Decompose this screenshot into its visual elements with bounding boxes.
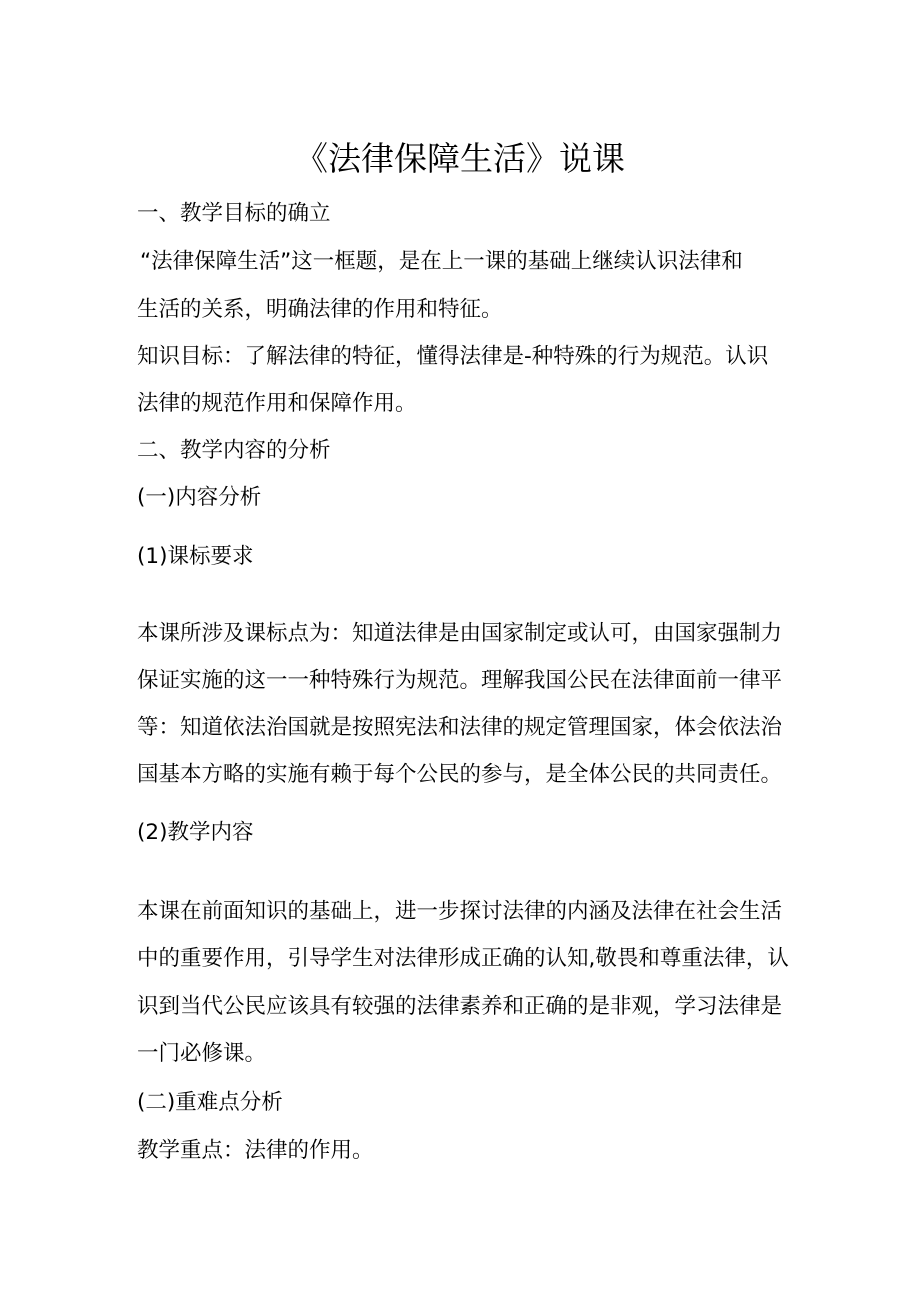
paragraph-line: 一门必修课。 xyxy=(137,1041,267,1066)
paragraph-line: 本课所涉及课标点为：知道法律是由国家制定或认可，由国家强制力 xyxy=(137,621,783,646)
paragraph-line: 中的重要作用，引导学生对法律形成正确的认知,敬畏和尊重法律，认 xyxy=(137,946,789,971)
paragraph-line: 保证实施的这一一种特殊行为规范。理解我国公民在法律面前一律平 xyxy=(137,668,783,693)
paragraph-line: 识到当代公民应该具有较强的法律素养和正确的是非观，学习法律是 xyxy=(137,994,783,1019)
section-heading-2: 二、教学内容的分析 xyxy=(137,438,331,463)
paragraph-line: 国基本方略的实施有赖于每个公民的参与，是全体公民的共同责任。 xyxy=(137,762,783,787)
subsection-heading: (2)教学内容 xyxy=(137,820,254,845)
subsection-heading: (1)课标要求 xyxy=(137,544,254,569)
paragraph-line: “法律保障生活”这一框题，是在上一课的基础上继续认识法律和 xyxy=(140,249,743,274)
section-heading-1: 一、教学目标的确立 xyxy=(137,201,331,226)
subsection-heading: (二)重难点分析 xyxy=(137,1090,283,1115)
document-title: 《法律保障生活》说课 xyxy=(295,139,625,178)
paragraph-line: 生活的关系，明确法律的作用和特征。 xyxy=(137,297,503,322)
paragraph-line: 知识目标：了解法律的特征，懂得法律是-种特殊的行为规范。认识 xyxy=(137,344,769,369)
paragraph-line: 等：知道依法治国就是按照宪法和法律的规定管理国家，体会依法治 xyxy=(137,715,783,740)
paragraph-line: 法律的规范作用和保障作用。 xyxy=(137,391,417,416)
paragraph-line: 教学重点：法律的作用。 xyxy=(137,1138,374,1163)
paragraph-line: 本课在前面知识的基础上，进一步探讨法律的内涵及法律在社会生活 xyxy=(137,899,783,924)
subsection-heading: (一)内容分析 xyxy=(137,485,262,510)
